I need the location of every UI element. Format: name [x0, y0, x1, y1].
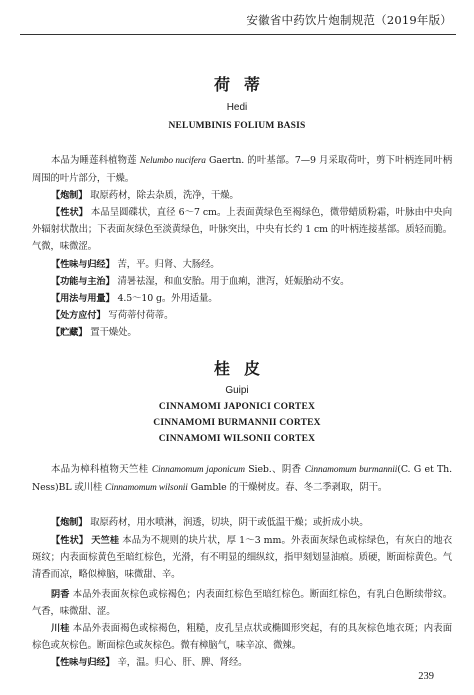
section-label: 【性味与归经】 [51, 259, 115, 270]
section-label: 【炮制】 [51, 190, 88, 201]
section-label: 【处方应付】 [51, 310, 106, 321]
entry-pinyin-guipi: Guipi [225, 385, 249, 396]
prescription-section: 【处方应付】 写荷蒂付荷蒂。 [51, 310, 174, 321]
entry-latin-hedi: NELUMBINIS FOLIUM BASIS [168, 121, 306, 131]
header-rule [20, 34, 456, 35]
entry-latin-guipi-2: CINNAMOMI BURMANNII CORTEX [153, 418, 321, 428]
yinxiang-section: 阴香 本品外表面灰棕色或棕褐色；内表面红棕色至暗红棕色。断面红棕色，有乳白色断续带纹。气香，味微甜、涩。 [32, 589, 452, 618]
scientific-name: Cinnamomum japonicum [151, 465, 245, 475]
source-paragraph-guipi: 本品为樟科植物天竺桂 Cinnamomum japonicum Sieb.、阴香 Cinnamomum burmannii(C. G et Th. Ness)BL 或川桂 Cinnamomum wilsonii Gamble 的干燥树皮。春、冬二季剥取，阴干。 [32, 464, 452, 494]
entry-title-guipi: 桂皮 [213, 359, 274, 378]
scientific-name: Cinnamomum wilsonii [105, 483, 188, 494]
section-label: 【炮制】 [51, 517, 88, 528]
section-label: 【性状】 [51, 535, 89, 546]
dosage-section: 【用法与用量】 4.5～10 g。外用适量。 [51, 293, 218, 304]
source-paragraph: 本品为睡莲科植物莲 Nelumbo nucifera Gaertn. 的叶基部。7—9 月采取荷叶，剪下叶柄连同叶柄周围的叶片部分，干燥。 [32, 155, 453, 185]
taste-section: 【性味与归经】 苦，平。归肾、大肠经。 [51, 259, 220, 270]
section-label: 【功能与主治】 [51, 276, 115, 287]
section-label: 【性状】 [51, 207, 88, 218]
subsection-label: 阴香 [51, 589, 70, 600]
entry-latin-guipi-3: CINNAMOMI WILSONII CORTEX [158, 434, 316, 444]
entry-latin-guipi-1: CINNAMOMI JAPONICI CORTEX [158, 402, 316, 412]
storage-section: 【贮藏】 置干燥处。 [51, 327, 137, 338]
entry-title-hedi: 荷蒂 [213, 75, 274, 94]
section-label: 【用法与用量】 [51, 293, 115, 304]
entry-pinyin-hedi: Hedi [226, 102, 248, 113]
subsection-label: 川桂 [51, 623, 70, 634]
character-section: 【性状】 本品呈圆碟状，直径 6～7 cm。上表面黄绿色至褐绿色，微带蜡质粉霜，叶脉由中央向外辐射状散出；下表面灰绿色至淡黄绿色，叶脉突出，中央有长约 1 cm 的叶柄连接基部。质轻而脆。气微，味微涩。 [32, 207, 452, 253]
section-label: 【性味与归经】 [51, 657, 115, 668]
scientific-name: Cinnamomum burmannii [304, 465, 398, 475]
page-number: 239 [418, 671, 434, 682]
chuangui-section: 川桂 本品外表面褐色或棕褐色，粗糙，皮孔呈点状或椭圆形突起，有的具灰棕色地衣斑；内表面棕色或灰棕色。断面棕色或灰棕色。微有樟脑气，味辛凉、微辣。 [32, 623, 452, 652]
scientific-name: Nelumbo nucifera [139, 156, 206, 166]
processing-section: 【炮制】 取原药材，除去杂质，洗净，干燥。 [51, 190, 239, 201]
character-section-guipi: 【性状】 天竺桂 本品为不规则的块片状，厚 1～3 mm。外表面灰绿色或棕绿色，有灰白的地衣斑纹；内表面棕黄色至暗红棕色，光滑，有不明显的细纵纹，指甲刻划显油痕。质硬，断面棕黄色。气清香而凉，略似樟脑，味微甜、辛。 [32, 535, 452, 581]
subsection-label: 天竺桂 [91, 535, 120, 546]
taste-section-guipi: 【性味与归经】 辛，温。归心、肝、脾、肾经。 [51, 657, 248, 668]
function-section: 【功能与主治】 清暑祛湿，和血安胎。用于血痢，泄泻，妊娠胎动不安。 [51, 276, 350, 287]
running-header: 安徽省中药饮片炮制规范（2019年版） [246, 13, 452, 27]
processing-section-guipi: 【炮制】 取原药材，用水喷淋，润透，切块，阴干或低温干燥；或折成小块。 [51, 517, 369, 528]
section-label: 【贮藏】 [51, 327, 88, 338]
